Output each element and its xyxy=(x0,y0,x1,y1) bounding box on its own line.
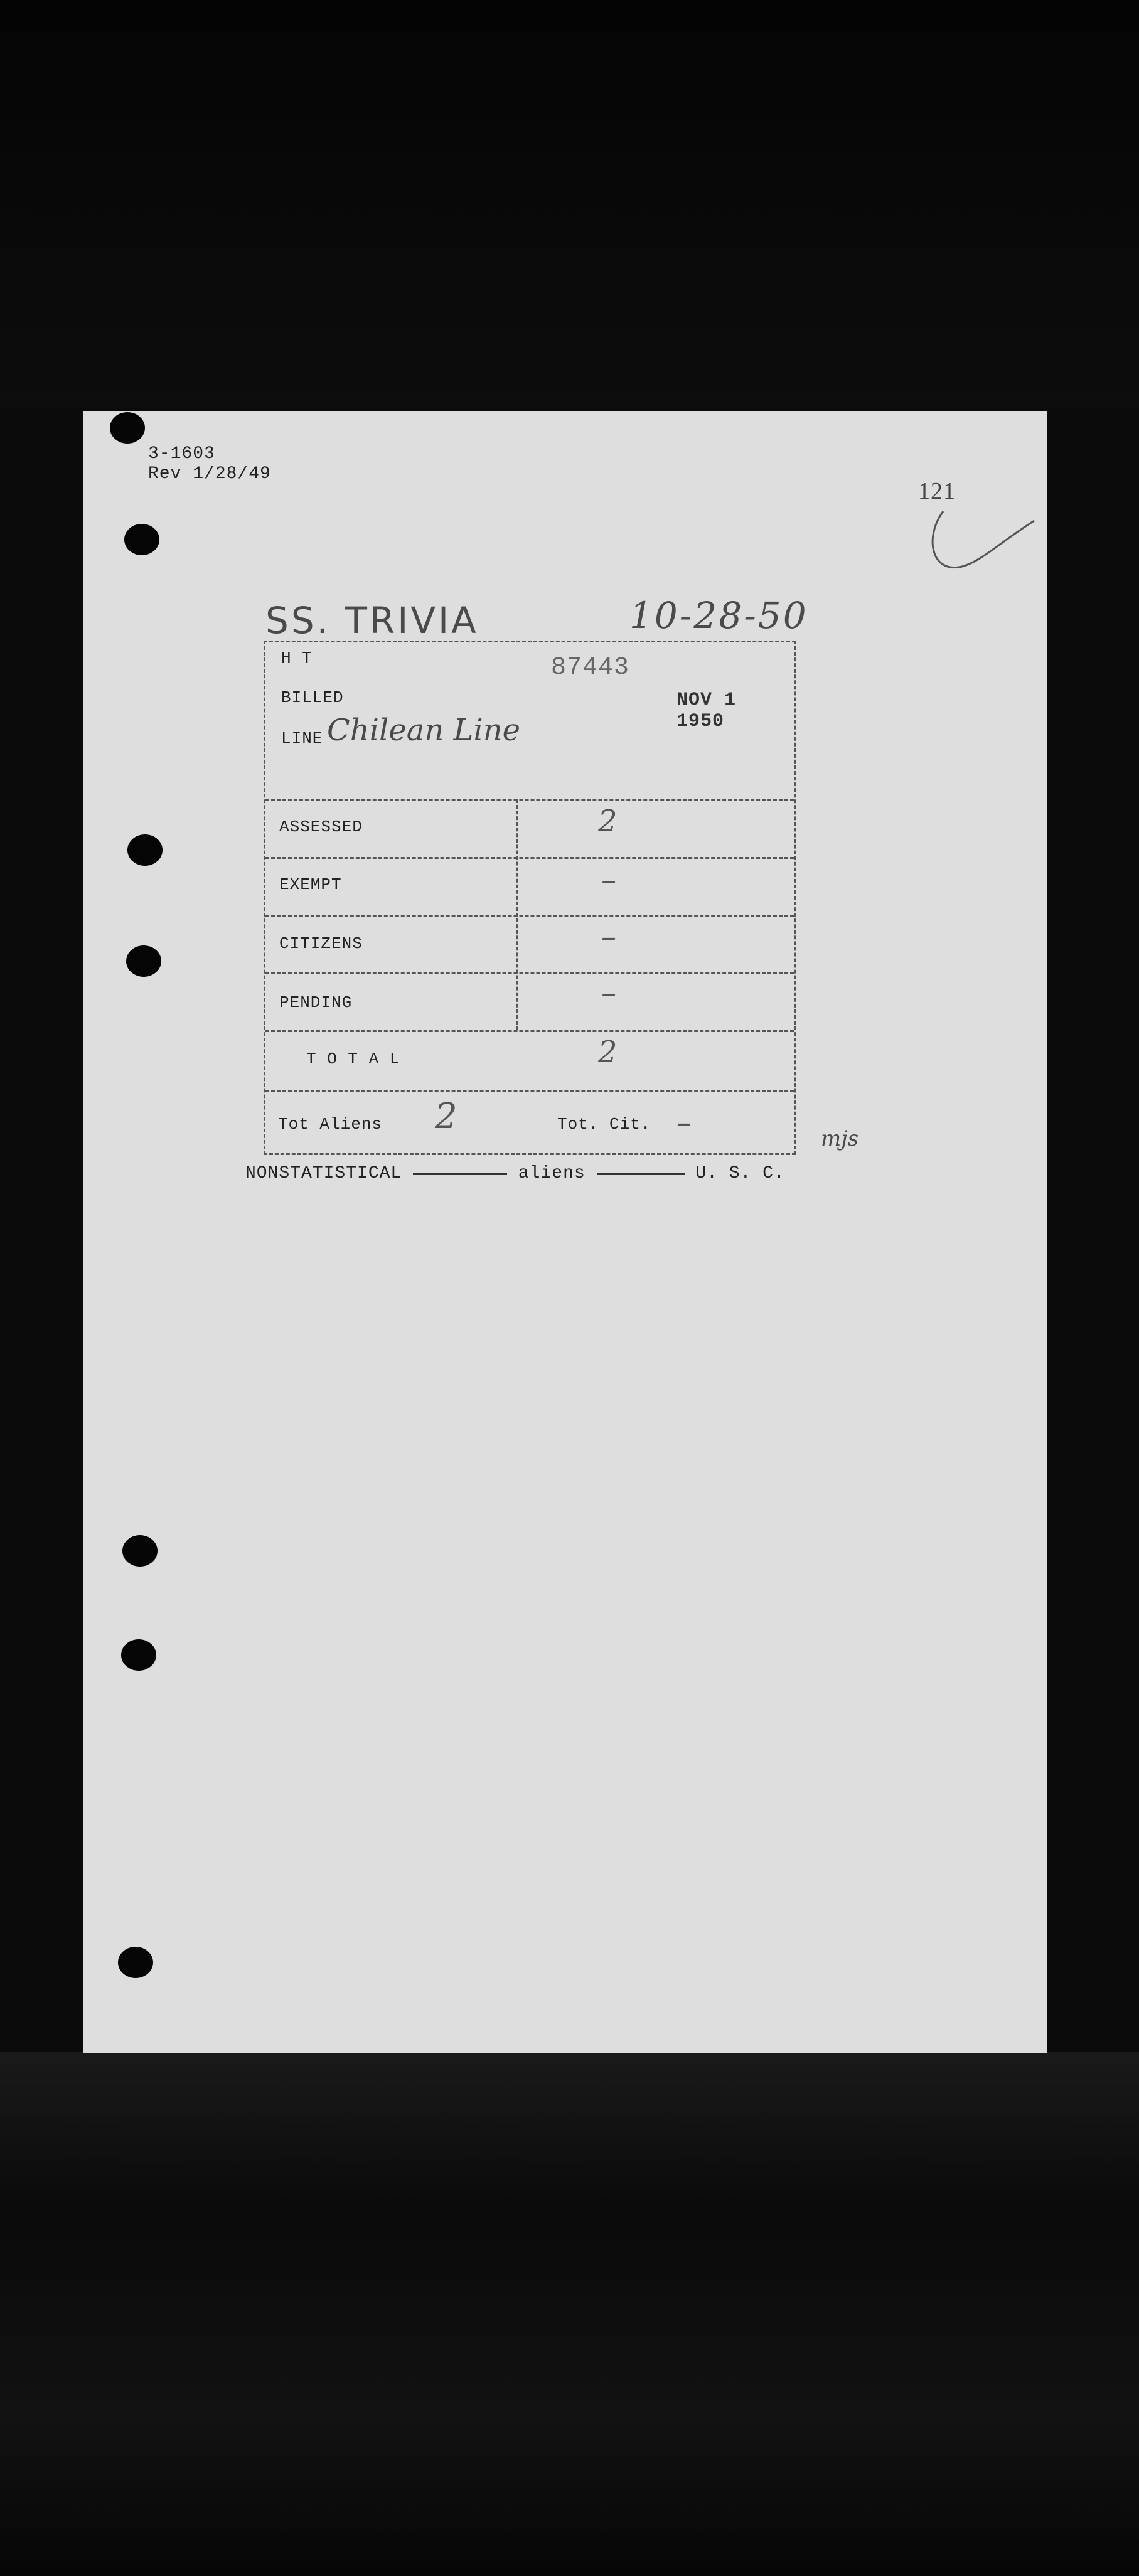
nonstatistical-label: NONSTATISTICAL xyxy=(245,1164,402,1183)
form-revision: Rev 1/28/49 xyxy=(148,464,271,484)
row-label: ASSESSED xyxy=(279,817,363,836)
ht-label: H T xyxy=(281,649,313,668)
row-label: EXEMPT xyxy=(279,875,342,894)
aliens-blank xyxy=(597,1173,685,1175)
punch-hole xyxy=(118,1947,153,1978)
usc-label: U. S. C. xyxy=(695,1164,785,1183)
billed-date-stamp: NOV 1 1950 xyxy=(676,689,737,732)
margin-initials: mjs xyxy=(821,1126,859,1151)
tot-cit-label: Tot. Cit. xyxy=(557,1115,651,1134)
row-value: – xyxy=(601,976,616,1011)
total-row xyxy=(265,1030,794,1090)
ht-number: 87443 xyxy=(551,654,630,682)
punch-hole xyxy=(127,834,163,866)
line-value: Chilean Line xyxy=(327,713,521,748)
manifest-card xyxy=(83,411,1047,2053)
scan-background-top xyxy=(0,0,1139,408)
form-number-block xyxy=(148,444,271,484)
count-table xyxy=(264,641,796,1155)
punch-hole xyxy=(126,945,161,977)
punch-hole xyxy=(124,524,159,555)
page-number: 121 xyxy=(918,478,956,504)
table-row xyxy=(265,857,794,915)
scan-background-bottom xyxy=(0,2052,1139,2576)
total-value: 2 xyxy=(598,1035,618,1070)
form-number: 3-1603 xyxy=(148,444,215,464)
total-label: T O T A L xyxy=(306,1050,400,1068)
row-value: 2 xyxy=(598,804,618,839)
tot-aliens-label: Tot Aliens xyxy=(278,1115,383,1134)
row-value: – xyxy=(601,919,616,954)
table-row xyxy=(265,799,794,857)
row-value: – xyxy=(601,863,616,898)
table-row xyxy=(265,915,794,972)
nonstatistical-blank xyxy=(413,1173,507,1175)
punch-hole xyxy=(121,1639,156,1671)
tot-cit-value: – xyxy=(676,1105,692,1140)
punch-hole xyxy=(122,1535,158,1567)
aliens-label: aliens xyxy=(518,1164,586,1183)
summary-row xyxy=(265,1090,794,1153)
column-divider xyxy=(516,799,518,1030)
pencil-curve-mark xyxy=(912,505,1037,580)
tot-aliens-value: 2 xyxy=(435,1096,457,1137)
nonstatistical-line xyxy=(245,1164,785,1183)
line-label: LINE xyxy=(281,729,323,748)
ship-date: 10-28-50 xyxy=(629,594,808,637)
row-label: CITIZENS xyxy=(279,934,363,953)
row-label: PENDING xyxy=(279,993,353,1012)
ship-name: SS. TRIVIA xyxy=(265,599,479,642)
punch-hole xyxy=(110,412,145,444)
table-row xyxy=(265,972,794,1030)
billed-label: BILLED xyxy=(281,688,344,707)
